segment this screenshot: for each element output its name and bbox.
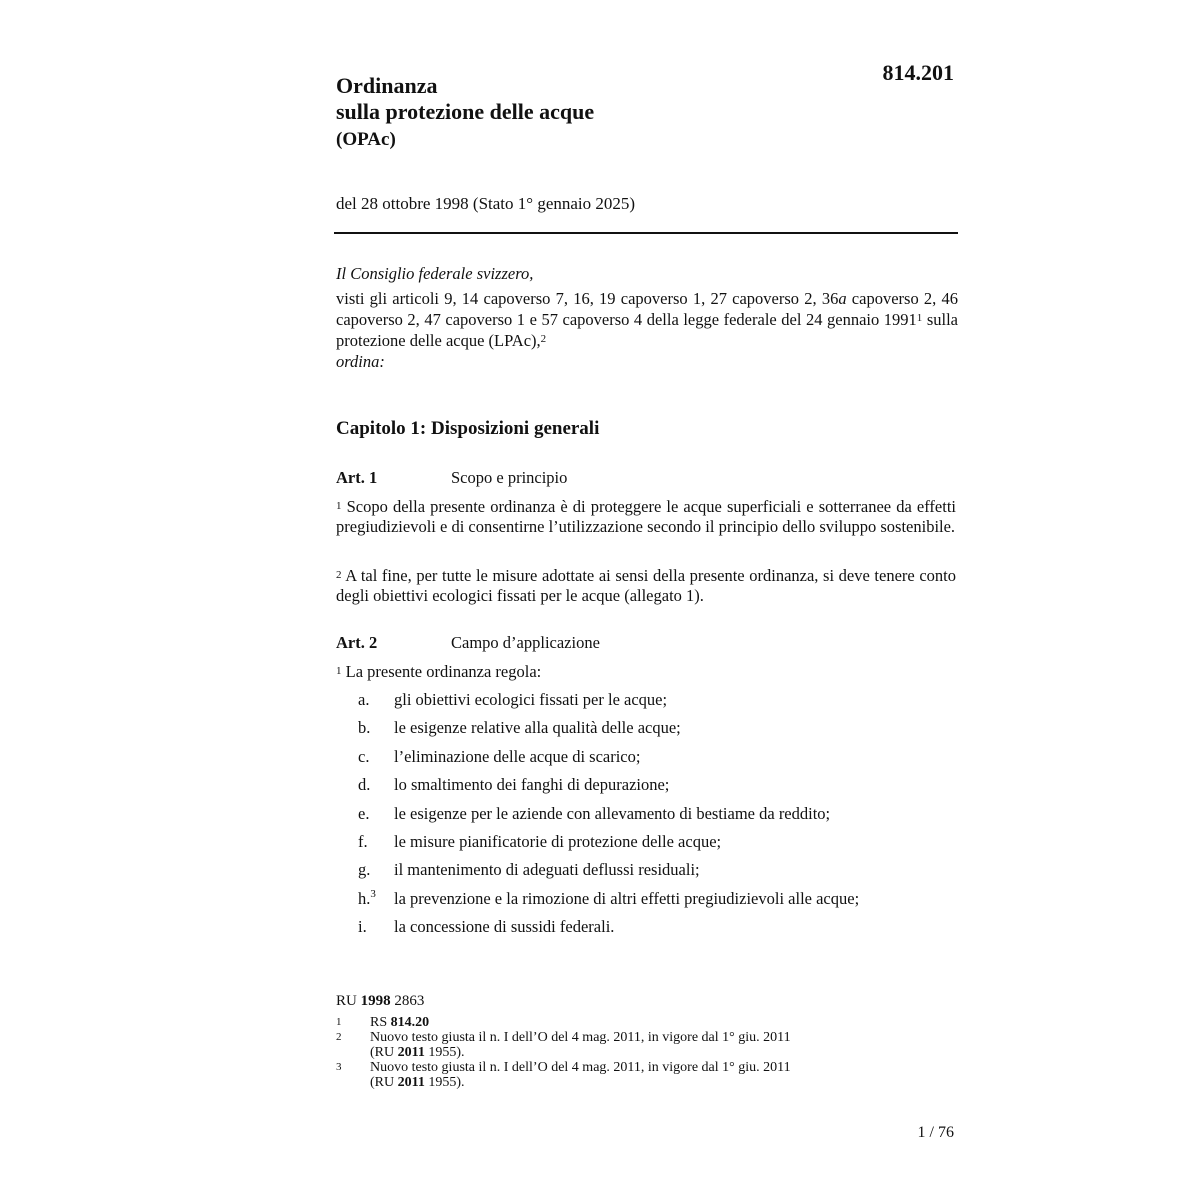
list-marker: f. [358, 831, 368, 851]
list-item-text: gli obiettivi ecologici fissati per le acque; [394, 690, 668, 709]
footnote-number: 2 [336, 1031, 342, 1043]
list-marker: g. [358, 860, 371, 880]
preamble [336, 263, 958, 372]
footnote-2 [336, 1030, 896, 1060]
list-item-text: le esigenze relative alla qualità delle acque; [394, 718, 681, 738]
article-2-list [358, 690, 958, 946]
list-marker: d. [358, 775, 371, 795]
footnote-ref-1[interactable]: 1 [916, 312, 923, 324]
list-item [358, 832, 958, 860]
title-abbreviation: (OPAc) [336, 129, 396, 150]
list-item-text: la prevenzione e la rimozione di altri effetti pregiudizievoli alle acque; [394, 888, 860, 908]
title-line-2: sulla protezione delle acque [336, 99, 595, 124]
article-2-number: Art. 2 [336, 633, 378, 652]
list-item [358, 860, 958, 888]
paragraph-number: 1 [336, 665, 342, 677]
article-1-title: Scopo e principio [451, 468, 568, 487]
footnote-1 [336, 1015, 896, 1030]
footnote-ref-3[interactable]: 3 [370, 887, 376, 900]
sr-number: 814.201 [882, 60, 954, 85]
preamble-text-part-1: visti gli articoli 9, 14 capoverso 7, 16, 19 capoverso 1, 27 capoverso 2, 36 [336, 289, 839, 308]
chapter-heading: Capitolo 1: Disposizioni generali [336, 418, 600, 439]
article-1-paragraph-1 [336, 497, 956, 537]
paragraph-text: La presente ordinanza regola: [341, 662, 542, 681]
list-item-text: la concessione di sussidi federali. [394, 917, 615, 937]
footnotes [336, 994, 896, 1090]
footnote-text: RS 814.20 [370, 1015, 430, 1030]
preamble-italic-a: a [838, 289, 847, 308]
paragraph-number: 1 [336, 500, 342, 512]
document-page [336, 0, 958, 1200]
list-item [358, 775, 958, 803]
list-marker: c. [358, 746, 370, 766]
header-divider [334, 232, 958, 234]
page-number: 1 / 76 [917, 1124, 954, 1141]
list-item [358, 917, 958, 945]
list-item [358, 889, 958, 917]
article-1-paragraph-2 [336, 566, 956, 606]
list-marker: i. [358, 917, 367, 937]
list-item-text: le esigenze per le aziende con allevamento di bestiame da reddito; [394, 803, 831, 823]
article-2-paragraph-1 [336, 662, 956, 682]
footnote-number: 1 [336, 1016, 342, 1028]
article-1-heading [336, 468, 567, 488]
article-2-title: Campo d’applicazione [451, 633, 600, 652]
date-line: del 28 ottobre 1998 (Stato 1° gennaio 2025) [336, 194, 636, 213]
paragraph-text: Scopo della presente ordinanza è di proteggere le acque superficiali e sotterranee da effetti pregiudizievoli e di consentirne l’utilizzazione secondo il principio dello sviluppo sostenibile. [336, 497, 956, 536]
footnote-ref-2[interactable]: 2 [540, 333, 547, 345]
paragraph-number: 2 [336, 569, 342, 581]
list-item [358, 718, 958, 746]
preamble-ordains: ordina: [336, 352, 385, 371]
paragraph-text: A tal fine, per tutte le misure adottate ai sensi della presente ordinanza, si deve tenere conto degli obiettivi ecologici fissati per le acque (allegato 1). [336, 566, 956, 605]
list-item-text: il mantenimento di adeguati deflussi residuali; [394, 860, 700, 880]
document-title [336, 73, 594, 153]
list-item-text: le misure pianificatorie di protezione delle acque; [394, 831, 722, 851]
preamble-text-part-2: capoverso 2, 46 capoverso 2, 47 capoverso 1 e 57 capoverso 4 della legge federale del 24 gennaio 1991 [336, 289, 958, 329]
list-marker: b. [358, 718, 371, 738]
list-item-text: l’eliminazione delle acque di scarico; [394, 746, 641, 766]
list-item-text: lo smaltimento dei fanghi di depurazione; [394, 775, 670, 795]
list-marker: h.$^3$ [358, 887, 376, 908]
list-marker: a. [358, 690, 370, 709]
list-item [358, 690, 958, 718]
list-item [358, 804, 958, 832]
article-2-heading [336, 633, 600, 653]
footnote-text: Nuovo testo giusta il n. I dell’O del 4 mag. 2011, in vigore dal 1° giu. 2011 (RU 2011 1955). [370, 1030, 791, 1060]
ru-reference: RU 1998 2863 [336, 993, 425, 1009]
title-line-1: Ordinanza [336, 73, 438, 98]
article-1-number: Art. 1 [336, 468, 378, 487]
preamble-text [336, 288, 958, 351]
list-item [358, 747, 958, 775]
footnote-number: 3 [336, 1061, 342, 1073]
list-marker: e. [358, 803, 370, 823]
footnote-text: Nuovo testo giusta il n. I dell’O del 4 mag. 2011, in vigore dal 1° giu. 2011 (RU 2011 1955). [370, 1060, 791, 1090]
preamble-text-part-3: sulla protezione delle acque (LPAc), [336, 310, 958, 350]
footnote-3 [336, 1060, 896, 1090]
preamble-authority: Il Consiglio federale svizzero, [336, 264, 534, 283]
